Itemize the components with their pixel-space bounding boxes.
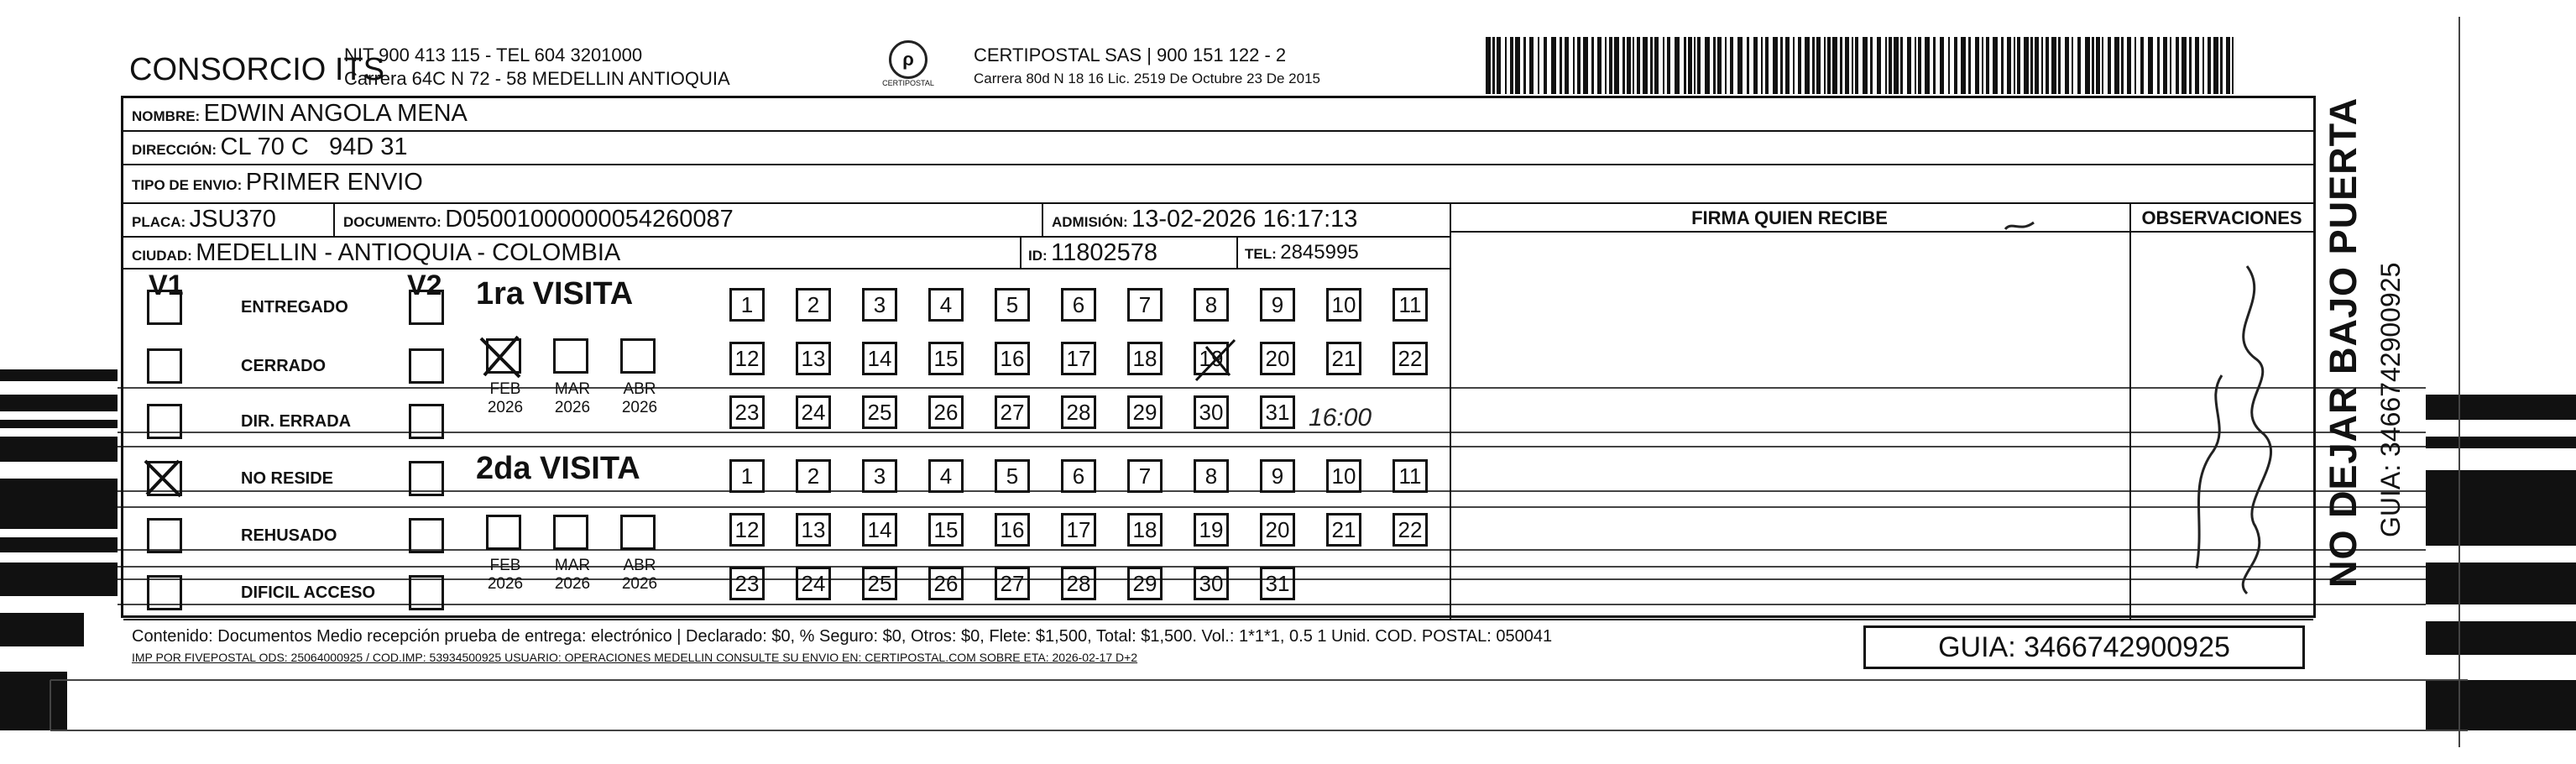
second-visit-day-25[interactable]: 25	[862, 567, 897, 600]
first-visit-day-12[interactable]: 12	[729, 342, 765, 375]
second-visit-day-1[interactable]: 1	[729, 459, 765, 493]
barcode-bar	[1694, 37, 1696, 94]
second-visit-day-20[interactable]: 20	[1260, 513, 1295, 547]
month-label-first	[543, 380, 602, 417]
second-visit-day-27[interactable]: 27	[995, 567, 1030, 600]
barcode-bar	[1915, 37, 1916, 94]
barcode-bar	[2096, 37, 2100, 94]
logo-icon: ρ	[889, 40, 927, 79]
placa-value: JSU370	[189, 206, 276, 233]
month-label-second	[476, 557, 535, 594]
second-visit-day-12[interactable]: 12	[729, 513, 765, 547]
second-visit-day-9[interactable]: 9	[1260, 459, 1295, 493]
first-visit-day-18[interactable]: 18	[1127, 342, 1163, 375]
barcode-bar	[1505, 37, 1507, 94]
nombre-value: EDWIN ANGOLA MENA	[203, 100, 468, 127]
barcode-bar	[1688, 37, 1692, 94]
certi-line2: Carrera 80d N 18 16 Lic. 2519 De Octubre 23 De 2015	[974, 71, 1320, 86]
barcode-bar	[1845, 37, 1849, 94]
barcode-bar	[1747, 37, 1749, 94]
barcode-bar	[2163, 37, 2167, 94]
tel-value: 2845995	[1280, 241, 1359, 264]
barcode-bar	[1633, 37, 1634, 94]
month-name: MAR	[554, 557, 591, 574]
barcode-bar	[1986, 37, 1989, 94]
option-label: ENTREGADO	[241, 298, 348, 317]
barcode-bar	[1968, 37, 1971, 94]
barcode-bar	[1622, 37, 1625, 94]
second-visit-day-15[interactable]: 15	[928, 513, 964, 547]
barcode-bar	[1832, 37, 1837, 94]
barcode-bar	[1889, 37, 1892, 94]
handwritten-time: 16:00	[1309, 404, 1372, 432]
second-visit-day-21[interactable]: 21	[1326, 513, 1361, 547]
second-visit-day-2[interactable]: 2	[796, 459, 831, 493]
firma-label: FIRMA QUIEN RECIBE	[1691, 207, 1888, 228]
company-nit	[344, 44, 730, 91]
v1-option-checkbox[interactable]	[147, 575, 182, 610]
barcode-bar	[2121, 37, 2124, 94]
barcode-bar	[1907, 37, 1911, 94]
barcode-bar	[1827, 37, 1831, 94]
day-19-cross-mark	[1191, 335, 1241, 385]
second-visit-day-30[interactable]: 30	[1194, 567, 1229, 600]
barcode-bar	[2014, 37, 2015, 94]
barcode-bar	[2148, 37, 2153, 94]
barcode-bar	[1948, 37, 1950, 94]
tipo-row	[132, 169, 423, 196]
second-visit-day-10[interactable]: 10	[1326, 459, 1361, 493]
barcode-bar	[1565, 37, 1569, 94]
id-cell	[1028, 239, 1157, 267]
barcode-bar	[1785, 37, 1790, 94]
ciudad-cell	[132, 239, 620, 267]
observation-signature	[2146, 249, 2306, 602]
barcode-bar	[2114, 37, 2119, 94]
observaciones-label: OBSERVACIONES	[2141, 207, 2302, 228]
nombre-label: NOMBRE:	[132, 108, 201, 124]
first-visit-day-10[interactable]: 10	[1326, 288, 1361, 322]
second-visit-day-17[interactable]: 17	[1061, 513, 1096, 547]
barcode-bar	[1486, 37, 1491, 94]
first-visit-day-9[interactable]: 9	[1260, 288, 1295, 322]
barcode-bar	[1816, 37, 1821, 94]
barcode-bar	[1637, 37, 1640, 94]
first-visit-day-2[interactable]: 2	[796, 288, 831, 322]
barcode-bar	[1713, 37, 1716, 94]
barcode-bar	[1609, 37, 1612, 94]
second-visit-day-28[interactable]: 28	[1061, 567, 1096, 600]
month-label-first	[476, 380, 535, 417]
month-check-mar-1[interactable]	[553, 338, 588, 374]
option-label: DIFICIL ACCESO	[241, 583, 376, 602]
barcode-bar	[1765, 37, 1769, 94]
nit-line: NIT 900 413 115 - TEL 604 3201000	[344, 44, 643, 65]
barcode-bar	[1523, 37, 1526, 94]
barcode-bar	[2077, 37, 2081, 94]
id-value: 11802578	[1051, 239, 1157, 266]
barcode-bar	[1975, 37, 1979, 94]
barcode-bar	[2024, 37, 2029, 94]
barcode-bar	[1730, 37, 1733, 94]
logo-text: CERTIPOSTAL	[882, 79, 934, 87]
month-name: ABR	[623, 380, 656, 398]
barcode-bar	[1993, 37, 1998, 94]
first-visit-day-26[interactable]: 26	[928, 395, 964, 429]
barcode-bar	[1697, 37, 1701, 94]
month-name: FEB	[489, 380, 521, 398]
second-visit-day-22[interactable]: 22	[1393, 513, 1428, 547]
barcode-bar	[1492, 37, 1495, 94]
barcode-bar	[1605, 37, 1607, 94]
placa-cell	[132, 206, 276, 233]
barcode-bar	[2041, 37, 2043, 94]
feb-cross-mark	[476, 330, 526, 382]
ciudad-value: MEDELLIN - ANTIOQUIA - COLOMBIA	[196, 239, 621, 266]
barcode-bar	[1663, 37, 1664, 94]
barcode-bar	[2072, 37, 2073, 94]
first-visit-day-15[interactable]: 15	[928, 342, 964, 375]
first-visit-day-8[interactable]: 8	[1194, 288, 1229, 322]
first-visit-day-24[interactable]: 24	[796, 395, 831, 429]
first-visit-day-16[interactable]: 16	[995, 342, 1030, 375]
side-notice: NO DEJAR BAJO PUERTA	[2322, 97, 2364, 588]
first-visit-day-6[interactable]: 6	[1061, 288, 1096, 322]
barcode-bar	[1753, 37, 1758, 94]
direccion-value: CL 70 C 94D 31	[220, 133, 408, 160]
barcode-bar	[1761, 37, 1763, 94]
nombre-row	[132, 100, 468, 128]
address-line: Carrera 64C N 72 - 58 MEDELLIN ANTIOQUIA	[344, 68, 730, 89]
barcode-bar	[1925, 37, 1930, 94]
barcode-bar	[2226, 37, 2230, 94]
barcode-bar	[1933, 37, 1936, 94]
barcode-bar	[1780, 37, 1783, 94]
month-label-first	[610, 380, 669, 417]
placa-label: PLACA:	[132, 214, 186, 230]
barcode-bar	[1591, 37, 1594, 94]
barcode-bar	[1538, 37, 1539, 94]
first-visit-day-27[interactable]: 27	[995, 395, 1030, 429]
barcode-bar	[1573, 37, 1575, 94]
certi-line1: CERTIPOSTAL SAS | 900 151 122 - 2	[974, 44, 1287, 65]
v2-label: V2	[407, 269, 442, 301]
barcode-bar	[1650, 37, 1653, 94]
barcode-bar	[1577, 37, 1581, 94]
barcode	[1486, 37, 2241, 94]
documento-value: D05001000000054260087	[445, 206, 734, 233]
barcode-bar	[1675, 37, 1680, 94]
barcode-bar	[2208, 37, 2211, 94]
footer-impresion: IMP POR FIVEPOSTAL ODS: 25064000925 / COD.IMP: 53934500925 USUARIO: OPERACIONES MEDELLIN CONSULTE SU ENVIO EN: CERTIPOSTAL.COM SOBRE ETA: 2026-02-17 D+2	[132, 651, 1138, 664]
barcode-bar	[1954, 37, 1957, 94]
barcode-bar	[2213, 37, 2218, 94]
month-year: 2026	[554, 575, 591, 593]
first-visit-day-7[interactable]: 7	[1127, 288, 1163, 322]
barcode-bar	[1863, 37, 1868, 94]
barcode-bar	[1855, 37, 1858, 94]
footer-contenido: Contenido: Documentos Medio recepción prueba de entrega: electrónico | Declarado: $0, % Seguro: $0, Otros: $0, Flete: $1,500, Total: $1,500. Vol.: 1*1*1, 0.5 1 Unid. COD. POSTAL: 050041	[132, 627, 1553, 646]
second-visit-day-6[interactable]: 6	[1061, 459, 1096, 493]
month-year: 2026	[487, 575, 524, 593]
second-visit-day-8[interactable]: 8	[1194, 459, 1229, 493]
month-check-abr-1[interactable]	[620, 338, 656, 374]
barcode-bar	[1877, 37, 1881, 94]
barcode-bar	[1705, 37, 1710, 94]
second-visit-day-29[interactable]: 29	[1127, 567, 1163, 600]
certipostal-logo	[858, 40, 959, 99]
option-label: REHUSADO	[241, 526, 337, 545]
first-visit-label: 1ra VISITA	[476, 276, 634, 311]
v1-option-checkbox[interactable]	[147, 348, 182, 384]
second-visit-day-18[interactable]: 18	[1127, 513, 1163, 547]
signature-mark	[2004, 217, 2037, 234]
month-label-second	[543, 557, 602, 594]
barcode-bar	[1551, 37, 1556, 94]
month-year: 2026	[621, 575, 658, 593]
second-visit-day-13[interactable]: 13	[796, 513, 831, 547]
second-visit-day-26[interactable]: 26	[928, 567, 964, 600]
barcode-bar	[2007, 37, 2011, 94]
barcode-bar	[2046, 37, 2049, 94]
first-visit-day-19[interactable]: 19	[1194, 342, 1229, 375]
barcode-bar	[2102, 37, 2103, 94]
barcode-bar	[1798, 37, 1801, 94]
barcode-bar	[1812, 37, 1815, 94]
barcode-bar	[2127, 37, 2131, 94]
barcode-bar	[1737, 37, 1743, 94]
barcode-bar	[1894, 37, 1899, 94]
tel-label: TEL:	[1245, 246, 1277, 262]
month-year: 2026	[554, 399, 591, 416]
first-visit-day-31[interactable]: 31	[1260, 395, 1295, 429]
barcode-bar	[1961, 37, 1966, 94]
tipo-label: TIPO DE ENVIO:	[132, 177, 243, 193]
second-visit-day-23[interactable]: 23	[729, 567, 765, 600]
barcode-bar	[1614, 37, 1619, 94]
v2-option-checkbox[interactable]	[409, 404, 444, 439]
v1-label: V1	[149, 269, 184, 301]
barcode-bar	[2189, 37, 2192, 94]
month-label-second	[610, 557, 669, 594]
barcode-bar	[1885, 37, 1887, 94]
second-visit-day-14[interactable]: 14	[862, 513, 897, 547]
barcode-bar	[2001, 37, 2004, 94]
certipostal-info	[974, 44, 1320, 91]
month-year: 2026	[487, 399, 524, 416]
barcode-bar	[1824, 37, 1826, 94]
barcode-bar	[1982, 37, 1983, 94]
v2-option-checkbox[interactable]	[409, 461, 444, 496]
barcode-bar	[1510, 37, 1513, 94]
barcode-bar	[1497, 37, 1501, 94]
first-visit-day-13[interactable]: 13	[796, 342, 831, 375]
first-visit-day-25[interactable]: 25	[862, 395, 897, 429]
barcode-bar	[1560, 37, 1562, 94]
v2-option-checkbox[interactable]	[409, 518, 444, 553]
first-visit-day-23[interactable]: 23	[729, 395, 765, 429]
company-name: CONSORCIO ITS	[129, 52, 385, 87]
barcode-bar	[1583, 37, 1588, 94]
second-visit-label: 2da VISITA	[476, 451, 640, 486]
barcode-bar	[1793, 37, 1795, 94]
barcode-bar	[2065, 37, 2069, 94]
second-visit-day-11[interactable]: 11	[1393, 459, 1428, 493]
barcode-bar	[2170, 37, 2171, 94]
barcode-bar	[2140, 37, 2144, 94]
month-year: 2026	[621, 399, 658, 416]
second-visit-day-24[interactable]: 24	[796, 567, 831, 600]
second-visit-day-19[interactable]: 19	[1194, 513, 1229, 547]
second-visit-day-4[interactable]: 4	[928, 459, 964, 493]
barcode-bar	[2202, 37, 2204, 94]
barcode-bar	[1940, 37, 1944, 94]
barcode-bar	[1597, 37, 1602, 94]
barcode-bar	[1529, 37, 1534, 94]
barcode-bar	[2017, 37, 2020, 94]
v1-option-checkbox[interactable]	[147, 518, 182, 553]
second-visit-day-31[interactable]: 31	[1260, 567, 1295, 600]
barcode-bar	[1544, 37, 1547, 94]
barcode-bar	[2182, 37, 2187, 94]
first-visit-day-17[interactable]: 17	[1061, 342, 1096, 375]
v1-option-checkbox[interactable]	[147, 290, 182, 325]
barcode-bar	[1870, 37, 1873, 94]
second-visit-day-7[interactable]: 7	[1127, 459, 1163, 493]
first-visit-day-14[interactable]: 14	[862, 342, 897, 375]
barcode-bar	[1805, 37, 1810, 94]
tel-cell	[1245, 241, 1359, 264]
first-visit-day-20[interactable]: 20	[1260, 342, 1295, 375]
option-label: CERRADO	[241, 357, 327, 375]
first-visit-day-4[interactable]: 4	[928, 288, 964, 322]
first-visit-day-11[interactable]: 11	[1393, 288, 1428, 322]
barcode-bar	[2030, 37, 2033, 94]
barcode-bar	[2051, 37, 2056, 94]
barcode-bar	[1643, 37, 1648, 94]
first-visit-day-21[interactable]: 21	[1326, 342, 1361, 375]
barcode-bar	[2108, 37, 2111, 94]
v2-option-checkbox[interactable]	[409, 575, 444, 610]
barcode-bar	[2232, 37, 2234, 94]
id-label: ID:	[1028, 248, 1048, 264]
barcode-bar	[1717, 37, 1722, 94]
direccion-label: DIRECCIÓN:	[132, 142, 217, 158]
v1-option-checkbox[interactable]	[147, 404, 182, 439]
barcode-bar	[2085, 37, 2090, 94]
second-visit-day-16[interactable]: 16	[995, 513, 1030, 547]
tipo-value: PRIMER ENVIO	[245, 169, 423, 196]
barcode-bar	[2195, 37, 2199, 94]
month-check-abr-2[interactable]	[620, 515, 656, 550]
v2-option-checkbox[interactable]	[409, 290, 444, 325]
barcode-bar	[1840, 37, 1842, 94]
barcode-bar	[2058, 37, 2061, 94]
first-visit-day-28[interactable]: 28	[1061, 395, 1096, 429]
barcode-bar	[2035, 37, 2039, 94]
second-visit-day-3[interactable]: 3	[862, 459, 897, 493]
no-reside-cross-mark	[140, 454, 187, 501]
barcode-bar	[2220, 37, 2223, 94]
barcode-bar	[1684, 37, 1686, 94]
first-visit-day-3[interactable]: 3	[862, 288, 897, 322]
second-visit-day-5[interactable]: 5	[995, 459, 1030, 493]
barcode-bar	[2134, 37, 2136, 94]
barcode-bar	[2157, 37, 2160, 94]
month-name: ABR	[623, 557, 656, 574]
option-label: DIR. ERRADA	[241, 412, 352, 431]
barcode-bar	[1627, 37, 1631, 94]
first-visit-day-5[interactable]: 5	[995, 288, 1030, 322]
documento-label: DOCUMENTO:	[343, 214, 442, 230]
barcode-bar	[1667, 37, 1670, 94]
barcode-bar	[1725, 37, 1727, 94]
header	[92, 34, 2325, 102]
barcode-bar	[1918, 37, 1921, 94]
first-visit-day-30[interactable]: 30	[1194, 395, 1229, 429]
barcode-bar	[1515, 37, 1520, 94]
barcode-bar	[2176, 37, 2179, 94]
direccion-row	[132, 133, 408, 161]
barcode-bar	[1900, 37, 1903, 94]
month-name: FEB	[489, 557, 521, 574]
admision-label: ADMISIÓN:	[1052, 214, 1128, 230]
ciudad-label: CIUDAD:	[132, 248, 192, 264]
v2-option-checkbox[interactable]	[409, 348, 444, 384]
barcode-bar	[1654, 37, 1659, 94]
first-visit-day-22[interactable]: 22	[1393, 342, 1428, 375]
admision-value: 13-02-2026 16:17:13	[1131, 206, 1358, 233]
side-guia: GUIA: 3466742900925	[2375, 262, 2406, 537]
first-visit-day-29[interactable]: 29	[1127, 395, 1163, 429]
barcode-bar	[1773, 37, 1778, 94]
admision-cell	[1052, 206, 1357, 233]
documento-cell	[343, 206, 734, 233]
month-check-mar-2[interactable]	[553, 515, 588, 550]
barcode-bar	[2092, 37, 2094, 94]
option-label: NO RESIDE	[241, 469, 334, 488]
barcode-bar	[1852, 37, 1853, 94]
first-visit-day-1[interactable]: 1	[729, 288, 765, 322]
month-check-feb-2[interactable]	[486, 515, 521, 550]
month-name: MAR	[554, 380, 591, 398]
guia-number-box: GUIA: 3466742900925	[1863, 625, 2305, 669]
